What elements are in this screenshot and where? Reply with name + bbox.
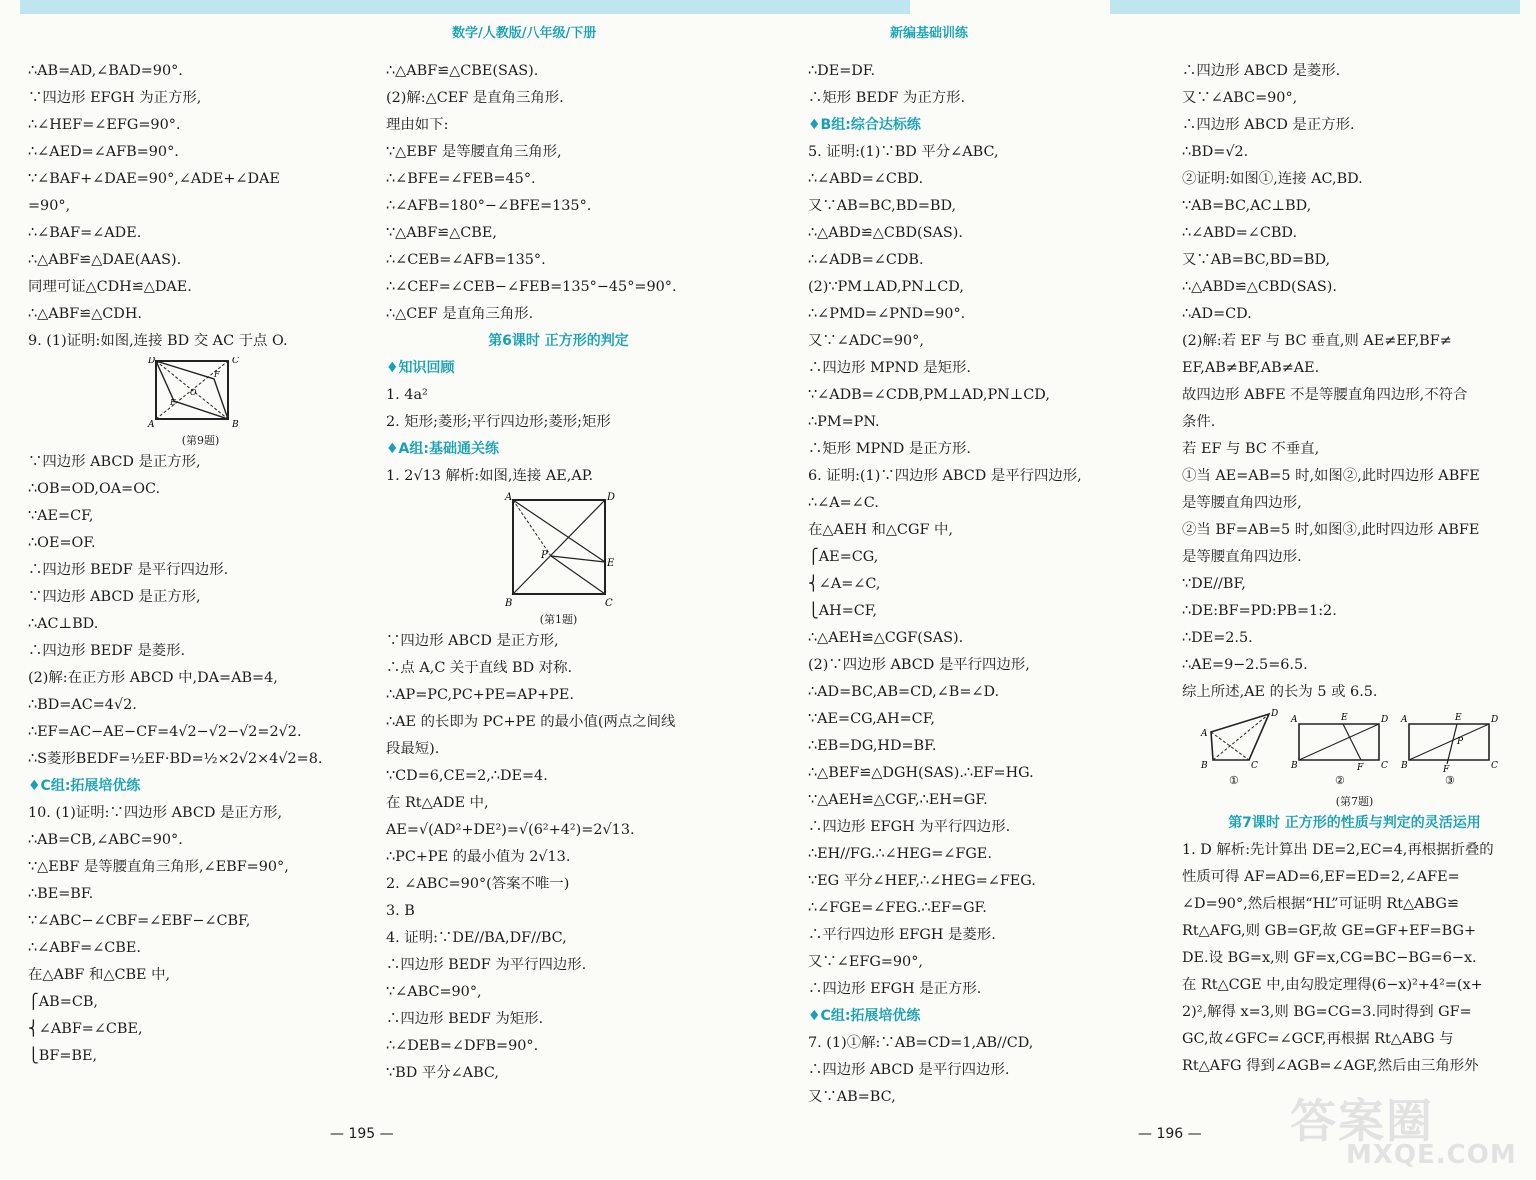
text-line: ②证明:如图①,连接 AC,BD. bbox=[1182, 171, 1363, 187]
text-line: ∴△ABF≌△DAE(AAS). bbox=[28, 252, 182, 268]
text-line: 是等腰直角四边形, bbox=[1182, 495, 1302, 511]
text-line: ①当 AE=AB=5 时,如图②,此时四边形 ABFE bbox=[1182, 468, 1480, 484]
text-line: 故四边形 ABFE 不是等腰直角四边形,不符合 bbox=[1182, 387, 1468, 403]
figure-caption: (第9题) bbox=[181, 434, 220, 447]
text-line: 2. ∠ABC=90°(答案不唯一) bbox=[386, 876, 570, 892]
page-number-left: — 195 — bbox=[330, 1126, 394, 1142]
text-line: ∴S菱形BEDF=½EF·BD=½×2√2×4√2=8. bbox=[28, 751, 323, 767]
svg-text:E: E bbox=[1454, 713, 1462, 723]
svg-text:P: P bbox=[1456, 737, 1463, 747]
text-line: ∵EG 平分∠HEF,∴∠HEG=∠FEG. bbox=[808, 873, 1036, 889]
text-line: 在△AEH 和△CGF 中, bbox=[808, 522, 953, 538]
text-line: 又∵∠ABC=90°, bbox=[1182, 90, 1298, 106]
svg-text:B: B bbox=[1200, 761, 1208, 771]
text-line: 是等腰直角四边形. bbox=[1182, 549, 1302, 565]
svg-text:A: A bbox=[147, 420, 154, 430]
text-line: ∴EB=DG,HD=BF. bbox=[808, 738, 937, 754]
text-line: ∴DE=2.5. bbox=[1182, 630, 1253, 646]
svg-text:D: D bbox=[1380, 715, 1388, 725]
svg-text:D: D bbox=[1490, 715, 1498, 725]
text-line: ∴∠ABD=∠CBD. bbox=[1182, 225, 1298, 241]
svg-text:②: ② bbox=[1334, 774, 1345, 787]
lesson-title: 第7课时 正方形的性质与判定的灵活运用 bbox=[1228, 815, 1481, 831]
section-heading: ♦C组:拓展培优练 bbox=[808, 1008, 921, 1024]
svg-text:C: C bbox=[1380, 761, 1388, 771]
svg-text:E: E bbox=[1340, 713, 1348, 723]
svg-text:D: D bbox=[1270, 709, 1278, 719]
svg-text:D: D bbox=[147, 357, 155, 366]
text-line: ∴DE=DF. bbox=[808, 63, 876, 79]
svg-text:F: F bbox=[213, 370, 220, 379]
figure-caption: (第7题) bbox=[1335, 795, 1374, 808]
text-line: 理由如下: bbox=[386, 117, 449, 133]
text-line: ∴四边形 BEDF 是菱形. bbox=[28, 643, 186, 659]
column-2 bbox=[386, 58, 731, 1087]
text-line: ∴平行四边形 EFGH 是菱形. bbox=[808, 927, 996, 943]
text-line: ∴四边形 ABCD 是菱形. bbox=[1182, 63, 1341, 79]
text-line: ∴PM=PN. bbox=[808, 414, 880, 430]
header-left-title: 数学/人教版/八年级/下册 bbox=[452, 26, 597, 41]
svg-text:B: B bbox=[504, 598, 512, 609]
text-line: ∵△AEH≌△CGF,∴EH=GF. bbox=[808, 792, 988, 808]
svg-text:C: C bbox=[231, 357, 239, 366]
text-line: (2)解:若 EF 与 BC 垂直,则 AE≠EF,BF≠ bbox=[1182, 333, 1452, 349]
text-line: ∴四边形 ABCD 是平行四边形. bbox=[808, 1062, 1010, 1078]
page-number-left-value: 195 bbox=[348, 1126, 376, 1142]
text-line: ∴OE=OF. bbox=[28, 535, 96, 551]
svg-text:D: D bbox=[606, 492, 615, 503]
text-line: ∴点 A,C 关于直线 BD 对称. bbox=[386, 660, 573, 676]
text-line: ∵∠ADB=∠CDB,PM⊥AD,PN⊥CD, bbox=[808, 387, 1050, 403]
text-line: ∴∠PMD=∠PND=90°. bbox=[808, 306, 966, 322]
text-line: 2)²,解得 x=3,则 BG=CG=3.同时得到 GF= bbox=[1182, 1004, 1472, 1020]
text-line: ∴四边形 EFGH 是正方形. bbox=[808, 981, 982, 997]
text-line: 同理可证△CDH≌△DAE. bbox=[28, 279, 192, 295]
page-number-right: — 196 — bbox=[1138, 1126, 1202, 1142]
svg-text:①: ① bbox=[1228, 774, 1239, 787]
text-line: 在△ABF 和△CBE 中, bbox=[28, 967, 171, 983]
svg-text:B: B bbox=[1400, 761, 1408, 771]
text-line: EF,AB≠BF,AB≠AE. bbox=[1182, 360, 1320, 376]
text-line: ∴△AEH≌△CGF(SAS). bbox=[808, 630, 964, 646]
text-line: ∴△ABD≌△CBD(SAS). bbox=[1182, 279, 1337, 295]
text-line: (2)∵PM⊥AD,PN⊥CD, bbox=[808, 279, 964, 295]
text-line: ∴四边形 EFGH 为平行四边形. bbox=[808, 819, 1011, 835]
text-line: ∵△EBF 是等腰直角三角形,∠EBF=90°, bbox=[28, 859, 289, 875]
text-line: 条件. bbox=[1182, 414, 1216, 430]
section-heading: ♦知识回顾 bbox=[386, 360, 455, 376]
text-line: 在 Rt△ADE 中, bbox=[386, 795, 489, 811]
text-line: ∵四边形 EFGH 为正方形, bbox=[28, 90, 202, 106]
figure-caption: (第1题) bbox=[539, 613, 578, 626]
text-line: ∴∠ABD=∠CBD. bbox=[808, 171, 924, 187]
text-line: ∴AC⊥BD. bbox=[28, 616, 99, 632]
text-line: 6. 证明:(1)∵四边形 ABCD 是平行四边形, bbox=[808, 468, 1082, 484]
text-line: 1. 2√13 解析:如图,连接 AE,AP. bbox=[386, 468, 594, 484]
text-line: ∴∠CEB=∠AFB=135°. bbox=[386, 252, 546, 268]
text-line: ∴∠A=∠C. bbox=[808, 495, 879, 511]
svg-text:P: P bbox=[540, 550, 548, 561]
text-line: ⎩BF=BE, bbox=[28, 1048, 98, 1064]
text-line: ∵CD=6,CE=2,∴DE=4. bbox=[386, 768, 548, 784]
text-line: ∴AE 的长即为 PC+PE 的最小值(两点之间线 bbox=[386, 714, 676, 730]
section-heading: ♦A组:基础通关练 bbox=[386, 441, 499, 457]
column-3 bbox=[808, 58, 1153, 1111]
text-line: 1. D 解析:先计算出 DE=2,EC=4,再根据折叠的 bbox=[1182, 842, 1494, 858]
page-number-right-value: 196 bbox=[1156, 1126, 1184, 1142]
text-line: ∴∠ABF=∠CBE. bbox=[28, 940, 141, 956]
section-heading: ♦C组:拓展培优练 bbox=[28, 778, 141, 794]
text-line: 1. 4a² bbox=[386, 387, 428, 403]
text-line: ∴AB=CB,∠ABC=90°. bbox=[28, 832, 183, 848]
section-heading: ♦B组:综合达标练 bbox=[808, 117, 921, 133]
text-line: ∴AD=BC,AB=CD,∠B=∠D. bbox=[808, 684, 1000, 700]
text-line: ⎩AH=CF, bbox=[808, 603, 878, 619]
svg-text:E: E bbox=[169, 398, 176, 407]
quadrilateral-diagrams-q7 bbox=[1195, 708, 1515, 792]
text-line: 2. 矩形;菱形;平行四边形;菱形;矩形 bbox=[386, 414, 611, 430]
text-line: ⎧AB=CB, bbox=[28, 994, 98, 1010]
svg-text:B: B bbox=[1290, 761, 1298, 771]
text-line: ∠D=90°,然后根据“HL”可证明 Rt△ABG≌ bbox=[1182, 896, 1459, 912]
svg-text:B: B bbox=[231, 420, 239, 430]
text-line: ∴△BEF≌△DGH(SAS).∴EF=HG. bbox=[808, 765, 1034, 781]
text-line: ∴BE=BF. bbox=[28, 886, 94, 902]
text-line: ∴OB=OD,OA=OC. bbox=[28, 481, 161, 497]
text-line: 性质可得 AF=AD=6,EF=ED=2,∠AFE= bbox=[1182, 869, 1460, 885]
text-line: 又∵AB=BC,BD=BD, bbox=[808, 198, 957, 214]
text-line: ∴矩形 MPND 是正方形. bbox=[808, 441, 972, 457]
text-line: ∴四边形 ABCD 是正方形. bbox=[1182, 117, 1355, 133]
text-line: ∴△ABD≌△CBD(SAS). bbox=[808, 225, 963, 241]
watermark-url: MXQE.COM bbox=[1346, 1140, 1517, 1170]
text-line: AE=√(AD²+DE²)=√(6²+4²)=2√13. bbox=[386, 822, 635, 838]
text-line: ∴四边形 MPND 是矩形. bbox=[808, 360, 972, 376]
text-line: ∴EF=AC−AE−CF=4√2−√2−√2=2√2. bbox=[28, 724, 302, 740]
text-line: ∴∠AED=∠AFB=90°. bbox=[28, 144, 179, 160]
text-line: 又∵∠EFG=90°, bbox=[808, 954, 923, 970]
text-line: ⎨∠A=∠C, bbox=[808, 576, 881, 592]
text-line: 又∵AB=BC,BD=BD, bbox=[1182, 252, 1331, 268]
text-line: (2)解:在正方形 ABCD 中,DA=AB=4, bbox=[28, 670, 278, 686]
text-line: ∴∠BAF=∠ADE. bbox=[28, 225, 142, 241]
text-line: 9. (1)证明:如图,连接 BD 交 AC 于点 O. bbox=[28, 333, 288, 349]
svg-text:C: C bbox=[604, 598, 613, 609]
square-diagram-q9 bbox=[146, 357, 256, 431]
svg-text:O: O bbox=[189, 388, 197, 397]
svg-text:A: A bbox=[1200, 729, 1207, 739]
text-line: ∵∠BAF+∠DAE=90°,∠ADE+∠DAE bbox=[28, 171, 280, 187]
text-line: ∵△EBF 是等腰直角三角形, bbox=[386, 144, 562, 160]
text-line: Rt△AFG,则 GB=GF,故 GE=GF+EF=BG+ bbox=[1182, 923, 1477, 939]
text-line: =90°, bbox=[28, 198, 71, 214]
svg-text:C: C bbox=[1490, 761, 1498, 771]
text-line: ∴EH//FG.∴∠HEG=∠FGE. bbox=[808, 846, 992, 862]
text-line: 7. (1)①解:∵AB=CD=1,AB//CD, bbox=[808, 1035, 1034, 1051]
text-line: ∴∠FGE=∠FEG.∴EF=GF. bbox=[808, 900, 987, 916]
square-diagram-a1 bbox=[499, 492, 619, 610]
text-line: ∴∠HEF=∠EFG=90°. bbox=[28, 117, 181, 133]
text-line: ∴AD=CD. bbox=[1182, 306, 1252, 322]
text-line: ∴四边形 BEDF 为平行四边形. bbox=[386, 957, 587, 973]
svg-text:A: A bbox=[1290, 715, 1297, 725]
text-line: 10. (1)证明:∵四边形 ABCD 是正方形, bbox=[28, 805, 283, 821]
text-line: 又∵∠ADC=90°, bbox=[808, 333, 924, 349]
text-line: ∵四边形 ABCD 是正方形, bbox=[386, 633, 559, 649]
text-line: 4. 证明:∵DE//BA,DF//BC, bbox=[386, 930, 567, 946]
svg-text:C: C bbox=[1250, 761, 1258, 771]
text-line: ∴AP=PC,PC+PE=AP+PE. bbox=[386, 687, 574, 703]
watermark-logo: 答案圈 bbox=[1290, 1094, 1434, 1148]
text-line: Rt△AFG 得到∠AGB=∠AGF,然后由三角形外 bbox=[1182, 1058, 1479, 1074]
text-line: ∴△ABF≌△CDH. bbox=[28, 306, 142, 322]
header-right-title: 新编基础训练 bbox=[890, 26, 969, 41]
text-line: ∵四边形 ABCD 是正方形, bbox=[28, 589, 201, 605]
text-line: ∴∠CEF=∠CEB−∠FEB=135°−45°=90°. bbox=[386, 279, 677, 295]
text-line: (2)解:△CEF 是直角三角形. bbox=[386, 90, 564, 106]
text-line: ∴∠AFB=180°−∠BFE=135°. bbox=[386, 198, 592, 214]
text-line: 又∵AB=BC, bbox=[808, 1089, 896, 1105]
text-line: ∴矩形 BEDF 为正方形. bbox=[808, 90, 966, 106]
text-line: ∴∠BFE=∠FEB=45°. bbox=[386, 171, 536, 187]
column-4 bbox=[1182, 58, 1527, 1080]
text-line: ⎧AE=CG, bbox=[808, 549, 879, 565]
svg-text:E: E bbox=[606, 558, 614, 569]
top-bar-left bbox=[20, 0, 910, 14]
svg-text:A: A bbox=[504, 492, 512, 503]
text-line: ∵△ABF≌△CBE, bbox=[386, 225, 497, 241]
column-1 bbox=[28, 58, 373, 1070]
text-line: (2)∵四边形 ABCD 是平行四边形, bbox=[808, 657, 1030, 673]
text-line: GC,故∠GFC=∠GCF,再根据 Rt△ABG 与 bbox=[1182, 1031, 1454, 1047]
text-line: 综上所述,AE 的长为 5 或 6.5. bbox=[1182, 684, 1378, 700]
text-line: ∵AE=CG,AH=CF, bbox=[808, 711, 936, 727]
text-line: 5. 证明:(1)∵BD 平分∠ABC, bbox=[808, 144, 999, 160]
text-line: ∵BD 平分∠ABC, bbox=[386, 1065, 499, 1081]
text-line: ∴BD=√2. bbox=[1182, 144, 1249, 160]
text-line: ∵AB=BC,AC⊥BD, bbox=[1182, 198, 1312, 214]
text-line: ②当 BF=AB=5 时,如图③,此时四边形 ABFE bbox=[1182, 522, 1480, 538]
text-line: ∴PC+PE 的最小值为 2√13. bbox=[386, 849, 571, 865]
text-line: ∴四边形 BEDF 是平行四边形. bbox=[28, 562, 229, 578]
text-line: ∴∠DEB=∠DFB=90°. bbox=[386, 1038, 539, 1054]
text-line: ⎨∠ABF=∠CBE, bbox=[28, 1021, 143, 1037]
text-line: 3. B bbox=[386, 903, 415, 919]
text-line: 段最短). bbox=[386, 741, 440, 757]
text-line: ∴四边形 BEDF 为矩形. bbox=[386, 1011, 544, 1027]
text-line: ∵∠ABC=90°, bbox=[386, 984, 482, 1000]
svg-text:③: ③ bbox=[1444, 774, 1455, 787]
text-line: ∵∠ABC−∠CBF=∠EBF−∠CBF, bbox=[28, 913, 251, 929]
lesson-title: 第6课时 正方形的判定 bbox=[488, 333, 629, 349]
text-line: ∴∠ADB=∠CDB. bbox=[808, 252, 924, 268]
text-line: ∵AE=CF, bbox=[28, 508, 94, 524]
text-line: ∵DE//BF, bbox=[1182, 576, 1246, 592]
svg-text:A: A bbox=[1400, 715, 1407, 725]
text-line: 在 Rt△CGE 中,由勾股定理得(6−x)²+4²=(x+ bbox=[1182, 977, 1483, 993]
text-line: 若 EF 与 BC 不垂直, bbox=[1182, 441, 1320, 457]
text-line: ∴△ABF≌△CBE(SAS). bbox=[386, 63, 539, 79]
top-bar-right bbox=[1110, 0, 1520, 14]
text-line: ∴BD=AC=4√2. bbox=[28, 697, 137, 713]
text-line: ∴△CEF 是直角三角形. bbox=[386, 306, 534, 322]
text-line: ∴AE=9−2.5=6.5. bbox=[1182, 657, 1308, 673]
text-line: DE.设 BG=x,则 GF=x,CG=BC−BG=6−x. bbox=[1182, 950, 1477, 966]
text-line: ∵四边形 ABCD 是正方形, bbox=[28, 454, 201, 470]
svg-text:F: F bbox=[1356, 763, 1363, 773]
text-line: ∴AB=AD,∠BAD=90°. bbox=[28, 63, 183, 79]
text-line: ∴DE:BF=PD:PB=1:2. bbox=[1182, 603, 1337, 619]
svg-text:F: F bbox=[1442, 765, 1449, 775]
